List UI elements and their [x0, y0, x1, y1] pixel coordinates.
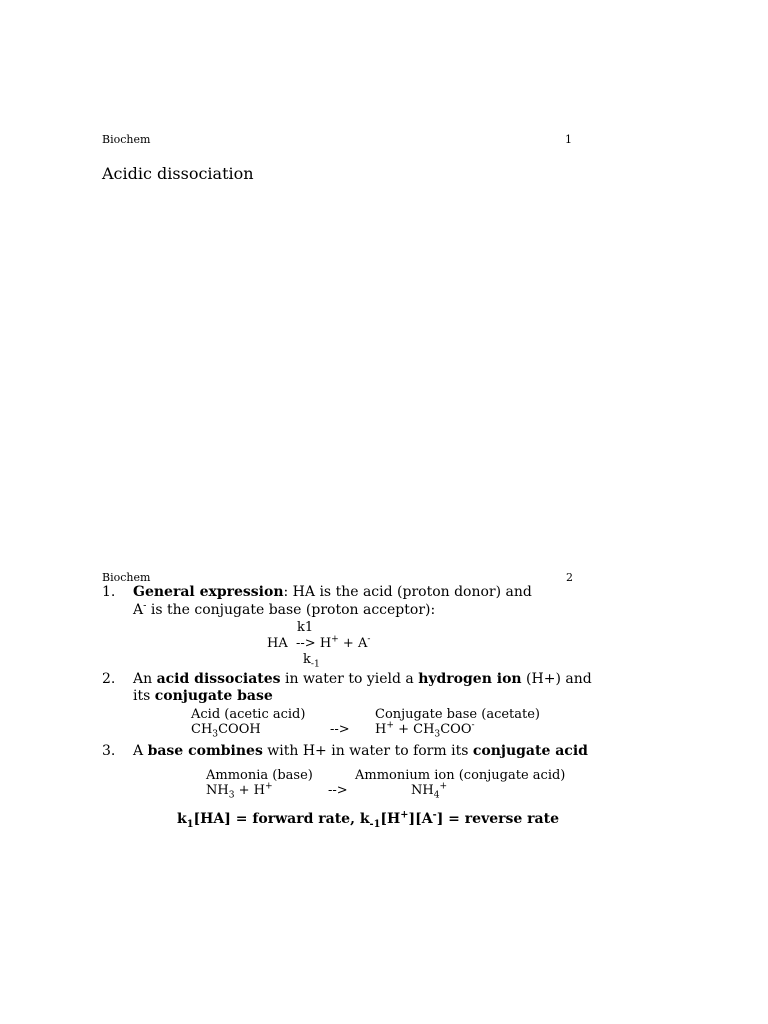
page1-header-left: Biochem: [102, 133, 151, 146]
rate-a-open: ][A: [408, 811, 433, 827]
eq1-h: H: [319, 636, 332, 651]
item1-line1: [133, 584, 532, 600]
eq1-reaction: [267, 636, 370, 651]
rate-h-sup: +: [400, 809, 409, 821]
item2-bold2: hydrogen ion: [418, 671, 522, 687]
item1-a-sup: -: [143, 600, 147, 612]
base-nh-sub: 3: [228, 790, 235, 801]
rate-tail: ] = reverse rate: [436, 811, 559, 827]
item2-a: An: [133, 671, 157, 687]
item1-a: A: [133, 602, 144, 618]
item2-line2: [133, 688, 273, 704]
base-nh4: NH: [411, 783, 434, 798]
item3-bold2: conjugate acid: [472, 743, 588, 759]
item2-line2-a: its: [133, 688, 155, 704]
page2-header-right: 2: [566, 571, 573, 584]
base-plus-h: + H: [234, 783, 266, 798]
eq1-k: k: [303, 652, 311, 667]
acid-formula-a: CH: [191, 722, 213, 737]
item3-bold1: base combines: [147, 743, 263, 759]
base-reactants: [206, 781, 273, 801]
eq1-plus-a: + A: [338, 636, 368, 651]
item2-bold1: acid dissociates: [156, 671, 281, 687]
rate-a-sup: -: [432, 809, 437, 821]
base-h-sup: +: [265, 781, 273, 792]
eq1-arrow: -->: [296, 636, 316, 651]
acid-h-sup: +: [386, 720, 394, 731]
acid-formula-b: COOH: [218, 722, 261, 737]
item-number: 2.: [102, 671, 116, 687]
item3-b: with H+ in water to form its: [262, 743, 473, 759]
item3-line1: [133, 743, 588, 759]
acid-formula-sub: 3: [212, 729, 219, 740]
item3-a: A: [133, 743, 148, 759]
eq1-k-sub: -1: [310, 659, 320, 670]
item2-c: (H+) and: [521, 671, 592, 687]
rate-km1-sub: -1: [369, 818, 381, 830]
item1-line2: [133, 602, 435, 618]
eq1-k-forward: k1: [297, 620, 314, 635]
item-number: 3.: [102, 743, 116, 759]
eq1-left: HA: [267, 636, 288, 651]
page2-header-left: Biochem: [102, 571, 151, 584]
page1-header-right: 1: [565, 133, 572, 146]
item1-rest: : HA is the acid (proton donor) and: [283, 584, 532, 600]
rate-h-open: [H: [380, 811, 401, 827]
item2-b: in water to yield a: [280, 671, 419, 687]
item1-line2-rest: is the conjugate base (proton acceptor):: [146, 602, 436, 618]
base-nh: NH: [206, 783, 229, 798]
acid-plus-ch: + CH: [393, 722, 435, 737]
acid-col2-label: Conjugate base (acetate): [375, 707, 541, 722]
base-nh4-sup: +: [439, 781, 448, 792]
base-nh4-sub: 4: [433, 790, 440, 801]
item2-line2-bold: conjugate base: [154, 688, 273, 704]
eq1-a-sup: -: [367, 634, 371, 645]
acid-h: H: [375, 722, 387, 737]
eq1-k-reverse: [303, 652, 320, 670]
item-number: 1.: [102, 584, 116, 600]
item1-bold: General expression: [133, 584, 284, 600]
item2-line1: [133, 671, 592, 687]
rate-k1: k: [177, 811, 187, 827]
base-product: [411, 781, 448, 801]
page1-title: Acidic dissociation: [102, 164, 254, 183]
acid-arrow: -->: [330, 722, 350, 737]
rate-ha: [HA] = forward rate, k: [193, 811, 370, 827]
acid-coo: COO: [440, 722, 472, 737]
acid-formula: [191, 722, 261, 740]
base-arrow: -->: [328, 783, 348, 798]
rate-k1-sub: 1: [186, 818, 194, 830]
acid-coo-sup: -: [471, 720, 475, 731]
rate-expression: [177, 809, 559, 830]
eq1-h-sup: +: [331, 634, 339, 645]
acid-ch-sub: 3: [434, 729, 441, 740]
acid-col1-label: Acid (acetic acid): [191, 707, 306, 722]
base-col1-label: Ammonia (base): [206, 768, 313, 783]
base-col2-label: Ammonium ion (conjugate acid): [355, 768, 566, 783]
acid-products: [375, 720, 475, 740]
